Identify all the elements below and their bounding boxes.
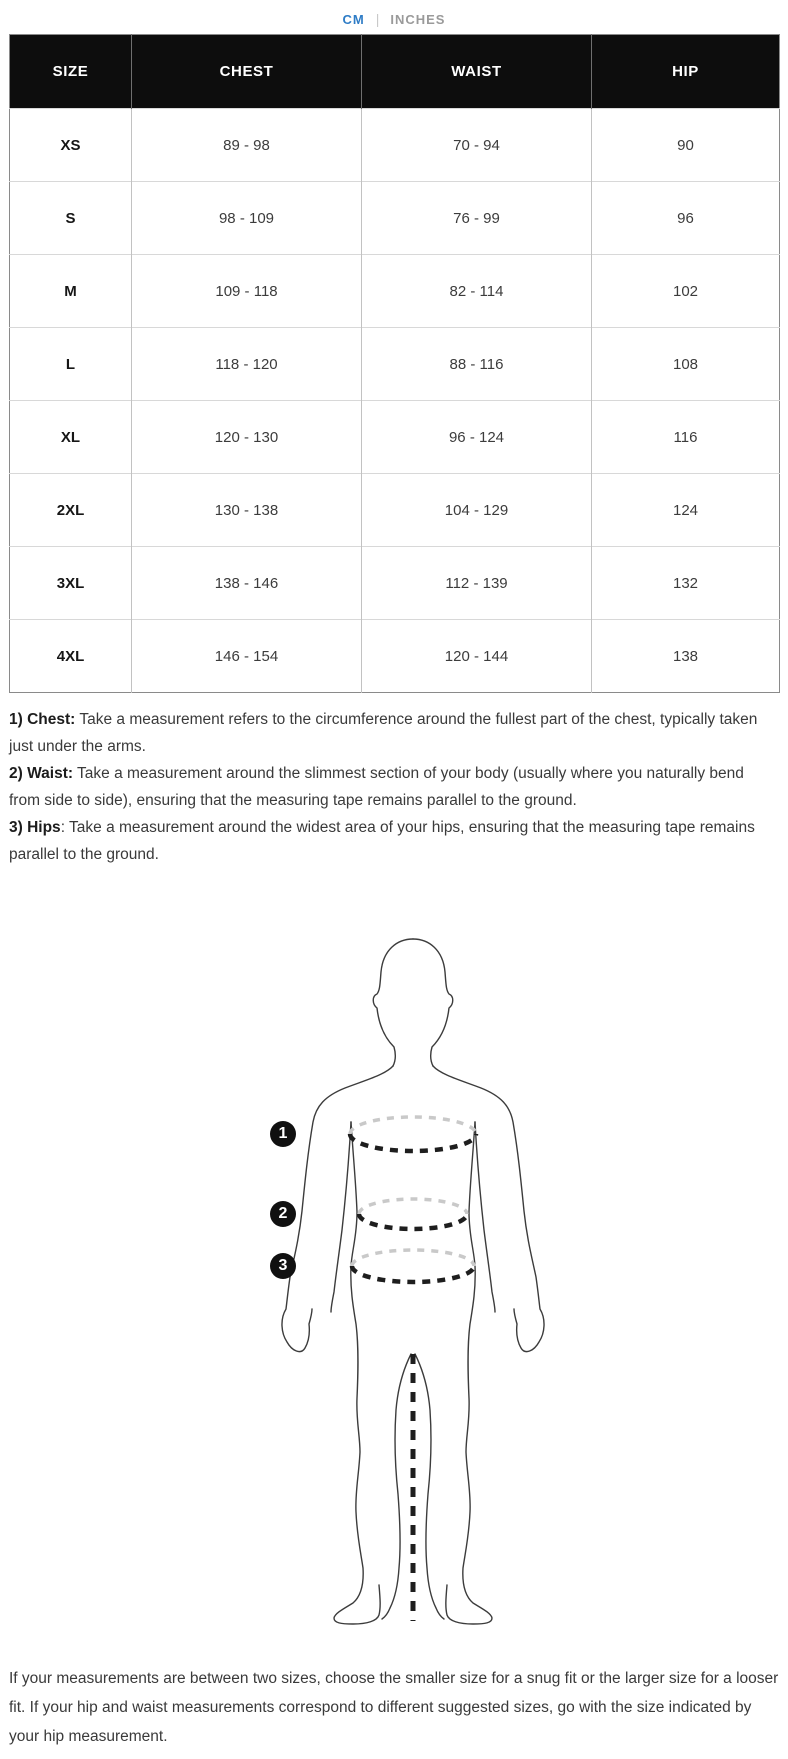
measurement-notes — [9, 706, 779, 868]
body-outline-figure — [0, 905, 788, 1640]
units-toggle — [0, 0, 788, 34]
waist-cell: 76 - 99 — [362, 182, 592, 255]
hip-cell: 132 — [592, 547, 780, 620]
note-hips-label: 3) Hips — [9, 819, 61, 836]
chest-cell: 118 - 120 — [132, 328, 362, 401]
note-hips-text: : Take a measurement around the widest area of your hips, ensuring that the measuring tape remains parallel to the ground. — [9, 819, 755, 863]
size-table-header-row — [10, 35, 780, 109]
waist-cell: 120 - 144 — [362, 620, 592, 693]
hip-cell: 108 — [592, 328, 780, 401]
note-chest-text: Take a measurement refers to the circumference around the fullest part of the chest, typically taken just under the arms. — [9, 711, 758, 755]
chest-cell: 89 - 98 — [132, 109, 362, 182]
table-row — [10, 474, 780, 547]
hip-cell: 102 — [592, 255, 780, 328]
table-row — [10, 109, 780, 182]
chest-cell: 98 - 109 — [132, 182, 362, 255]
note-waist — [9, 760, 779, 814]
waist-cell: 104 - 129 — [362, 474, 592, 547]
chest-cell: 138 - 146 — [132, 547, 362, 620]
hip-cell: 124 — [592, 474, 780, 547]
hip-cell: 90 — [592, 109, 780, 182]
waist-cell: 88 - 116 — [362, 328, 592, 401]
header-cell-hip: HIP — [592, 35, 780, 109]
size-table — [9, 34, 780, 693]
header-cell-chest: CHEST — [132, 35, 362, 109]
size-cell: S — [10, 182, 132, 255]
waist-cell: 70 - 94 — [362, 109, 592, 182]
tab-cm[interactable]: CM — [342, 11, 365, 27]
fit-advice-text: If your measurements are between two sizes, choose the smaller size for a snug fit or the larger size for a looser fit. If your hip and waist measurements correspond to different suggested sizes, go with the size indicated by your hip measurement. — [9, 1670, 779, 1745]
waist-cell: 96 - 124 — [362, 401, 592, 474]
size-cell: 2XL — [10, 474, 132, 547]
table-row — [10, 401, 780, 474]
table-row — [10, 255, 780, 328]
hips-marker: 3 — [270, 1253, 296, 1279]
body-diagram — [0, 905, 788, 1640]
size-cell: M — [10, 255, 132, 328]
size-cell: XL — [10, 401, 132, 474]
header-cell-size: SIZE — [52, 63, 89, 80]
size-cell: 3XL — [10, 547, 132, 620]
chest-cell: 146 - 154 — [132, 620, 362, 693]
table-row — [10, 328, 780, 401]
size-cell: XS — [10, 109, 132, 182]
waist-marker: 2 — [270, 1201, 296, 1227]
chest-cell: 130 - 138 — [132, 474, 362, 547]
size-cell: 4XL — [10, 620, 132, 693]
note-waist-text: Take a measurement around the slimmest section of your body (usually where you naturally bend from side to side), ensuring that the measuring tape remains parallel to the ground. — [9, 765, 744, 809]
waist-cell: 82 - 114 — [362, 255, 592, 328]
waist-measure-line — [359, 1199, 467, 1229]
note-chest — [9, 706, 779, 760]
chest-cell: 109 - 118 — [132, 255, 362, 328]
chest-cell: 120 - 130 — [132, 401, 362, 474]
header-cell-waist: WAIST — [362, 35, 592, 109]
hip-cell: 96 — [592, 182, 780, 255]
note-waist-label: 2) Waist: — [9, 765, 74, 782]
toggle-divider: | — [375, 11, 380, 27]
tab-inches[interactable]: INCHES — [390, 11, 446, 27]
chest-marker: 1 — [270, 1121, 296, 1147]
table-row — [10, 182, 780, 255]
waist-cell: 112 - 139 — [362, 547, 592, 620]
hip-measure-line — [352, 1250, 474, 1282]
hip-cell: 116 — [592, 401, 780, 474]
chest-measure-line — [350, 1117, 476, 1151]
note-hips — [9, 814, 779, 868]
note-chest-label: 1) Chest: — [9, 711, 76, 728]
hip-cell: 138 — [592, 620, 780, 693]
table-row — [10, 620, 780, 693]
size-cell: L — [10, 328, 132, 401]
table-row — [10, 547, 780, 620]
